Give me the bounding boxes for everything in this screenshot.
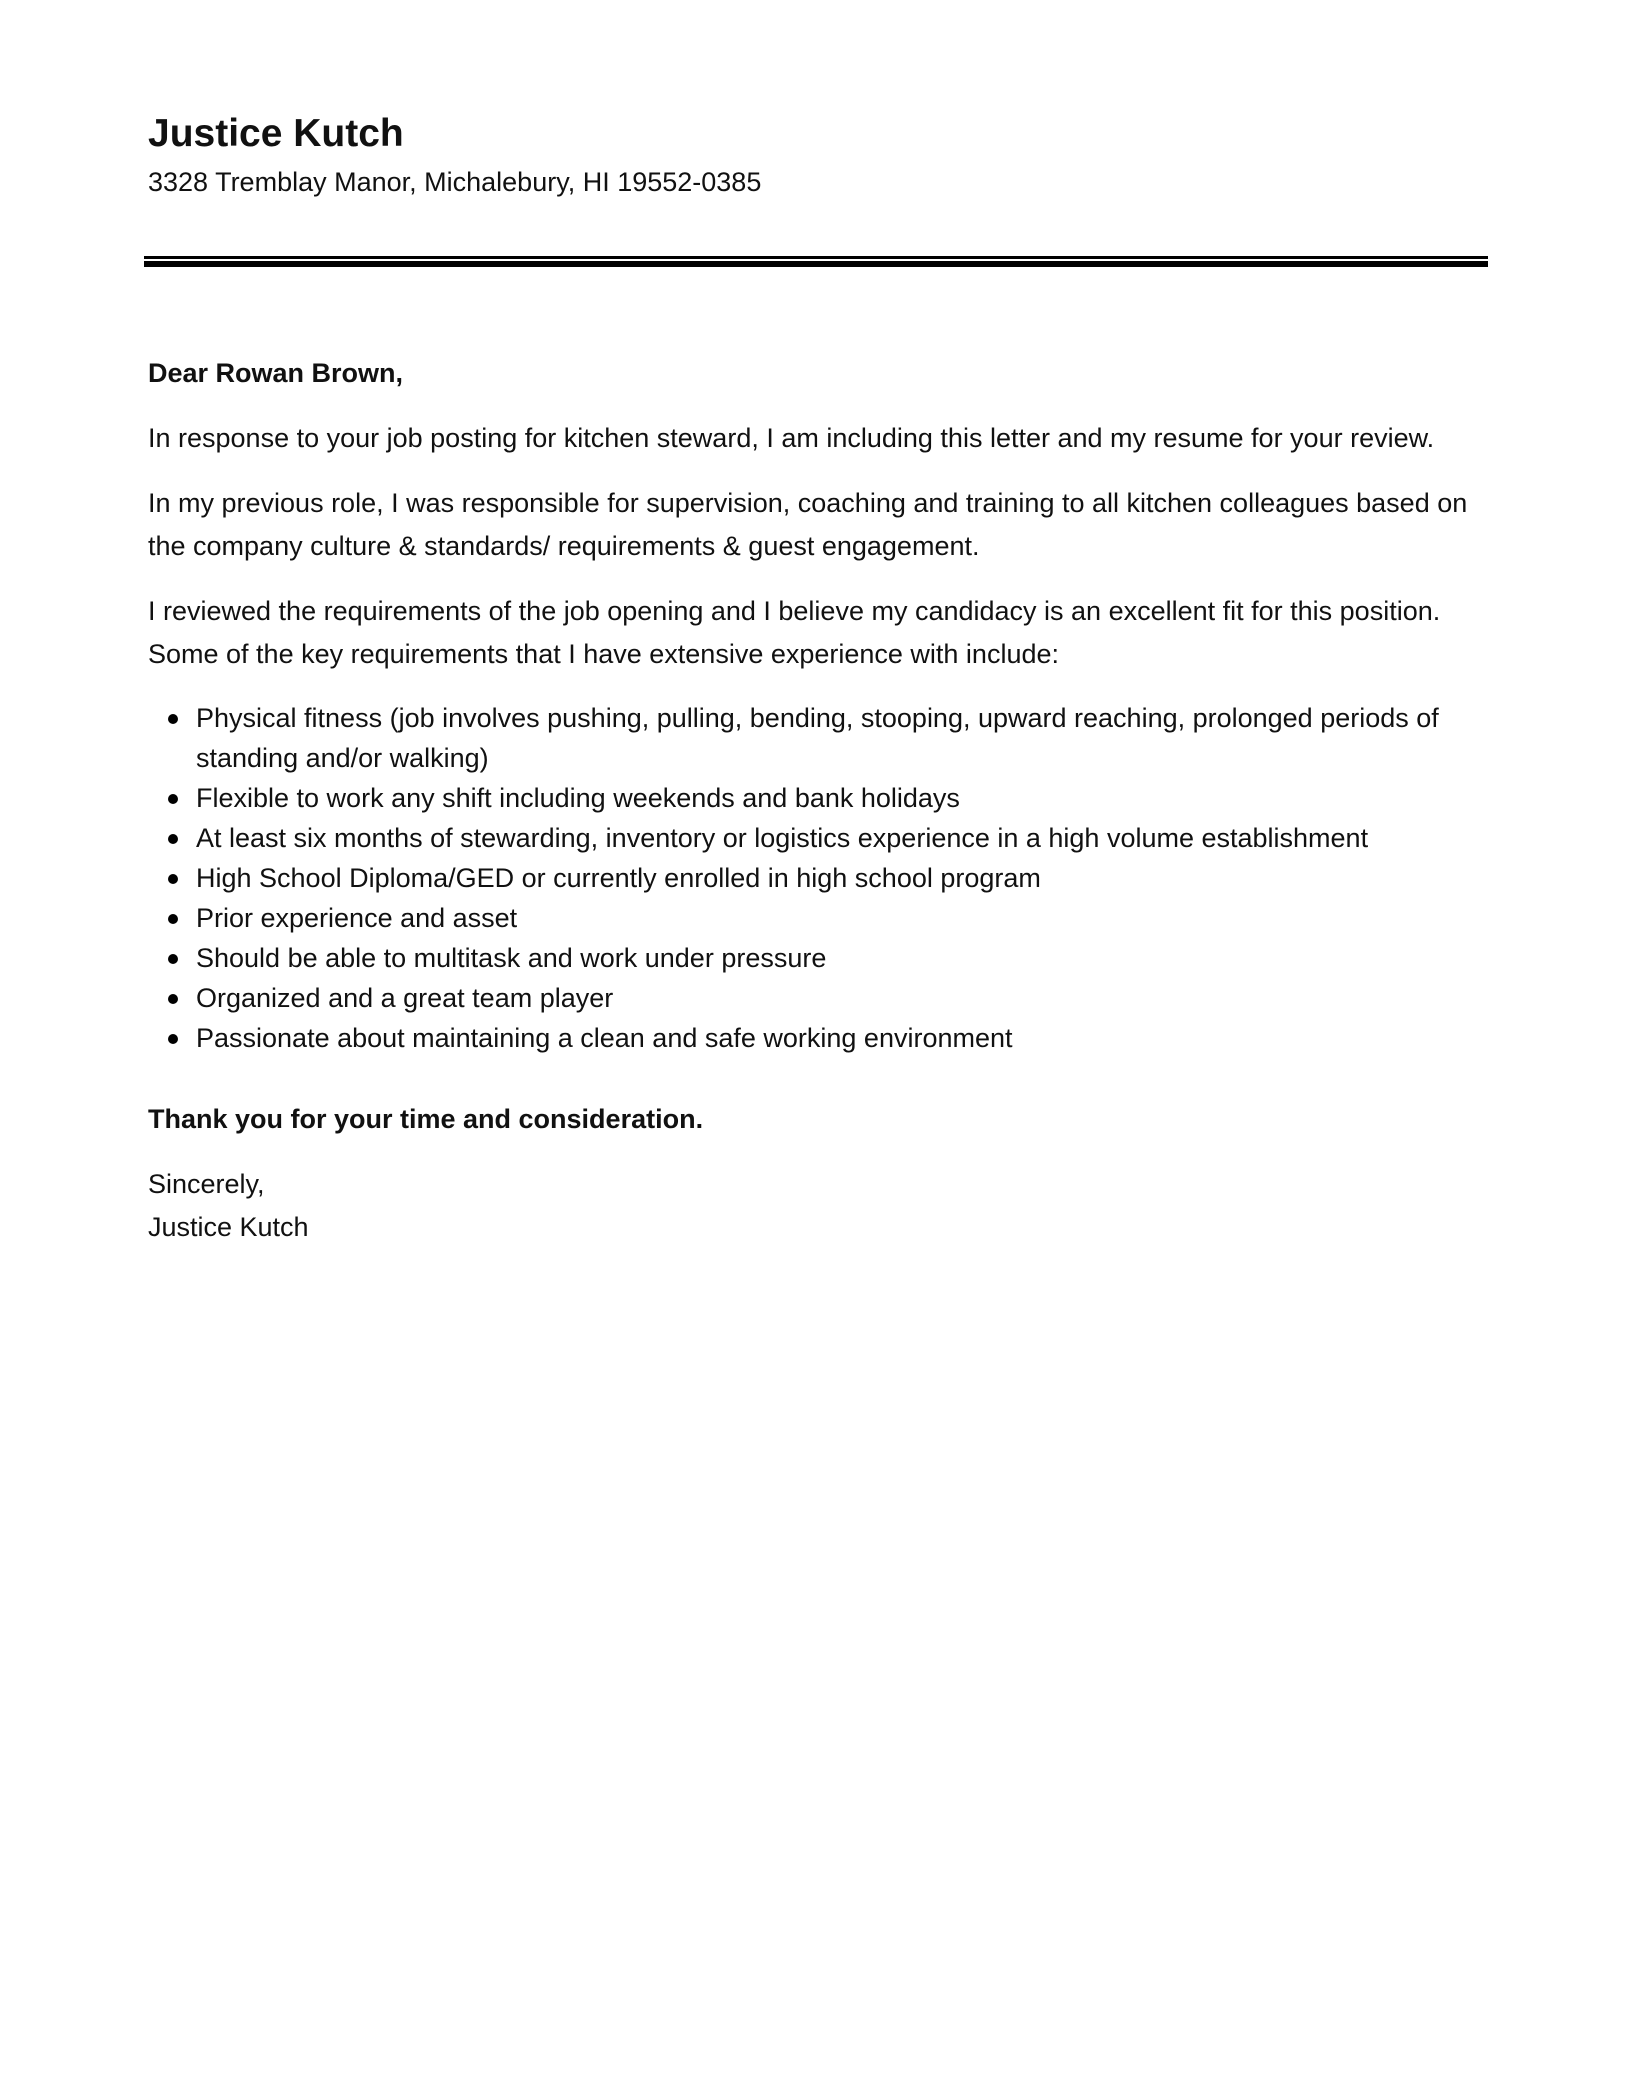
bullet-icon (168, 794, 178, 804)
list-item (196, 1018, 1488, 1058)
bullet-icon (168, 914, 178, 924)
paragraph-previous-role: In my previous role, I was responsible for supervision, coaching and training to all kitchen colleagues based on the company culture & standards/ requirements & guest engagement. (148, 488, 1468, 561)
list-item (196, 978, 1488, 1018)
bullet-icon (168, 1034, 178, 1044)
sender-address: 3328 Tremblay Manor, Michalebury, HI 19552-0385 (148, 167, 762, 197)
bullet-icon (168, 954, 178, 964)
list-item (196, 818, 1488, 858)
signature-name: Justice Kutch (148, 1212, 309, 1242)
list-item-text: Should be able to multitask and work under pressure (196, 943, 827, 973)
letter-header (148, 108, 1488, 204)
letter-body (148, 352, 1488, 1249)
list-item-text: Organized and a great team player (196, 983, 614, 1013)
sender-name: Justice Kutch (148, 112, 404, 155)
requirements-list (148, 698, 1488, 1058)
paragraph-intro: In response to your job posting for kitchen steward, I am including this letter and my resume for your review. (148, 423, 1435, 453)
bullet-icon (168, 994, 178, 1004)
bullet-icon (168, 834, 178, 844)
list-item (196, 898, 1488, 938)
list-item (196, 938, 1488, 978)
paragraph-requirements-intro: I reviewed the requirements of the job opening and I believe my candidacy is an excellent fit for this position. Some of the key requirements that I have extensive experience with include: (148, 596, 1441, 669)
list-item (196, 698, 1488, 778)
list-item-text: Prior experience and asset (196, 903, 518, 933)
divider-thick-line (144, 261, 1488, 267)
list-item (196, 778, 1488, 818)
signoff: Sincerely, (148, 1169, 265, 1199)
closing-line: Thank you for your time and consideration. (148, 1104, 704, 1134)
list-item-text: At least six months of stewarding, inventory or logistics experience in a high volume establishment (196, 823, 1369, 853)
divider-thin-line (144, 256, 1488, 259)
salutation: Dear Rowan Brown, (148, 358, 404, 388)
bullet-icon (168, 714, 178, 724)
header-divider (144, 256, 1488, 266)
list-item (196, 858, 1488, 898)
bullet-icon (168, 874, 178, 884)
list-item-text: Flexible to work any shift including weekends and bank holidays (196, 783, 960, 813)
list-item-text: High School Diploma/GED or currently enrolled in high school program (196, 863, 1041, 893)
list-item-text: Physical fitness (job involves pushing, pulling, bending, stooping, upward reaching, prolonged periods of standing and/or walking) (196, 703, 1439, 773)
list-item-text: Passionate about maintaining a clean and safe working environment (196, 1023, 1013, 1053)
